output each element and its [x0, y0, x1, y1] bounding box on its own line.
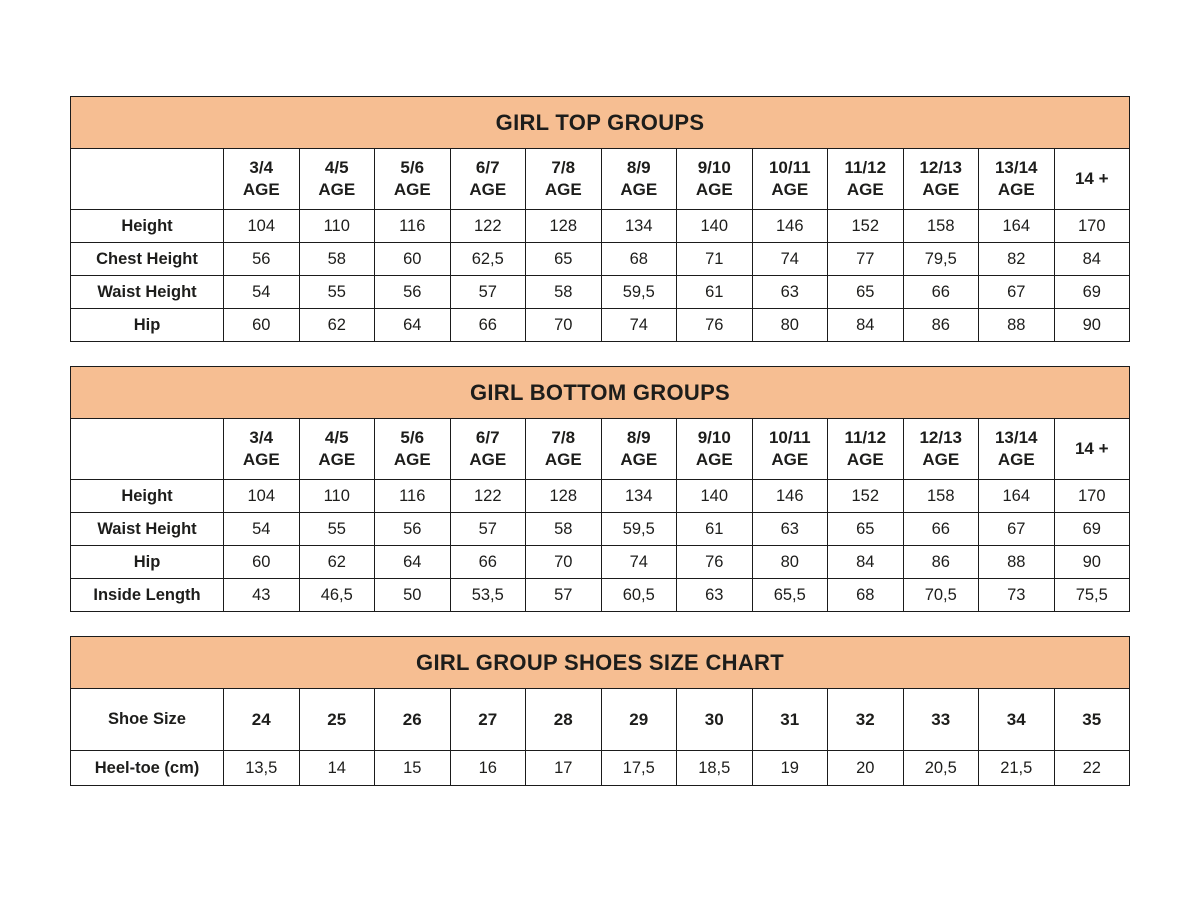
- age-header-line2: AGE: [318, 450, 356, 469]
- value-cell: 62: [299, 309, 375, 342]
- value-cell: 58: [299, 243, 375, 276]
- age-header-line2: AGE: [922, 450, 960, 469]
- value-cell: 146: [752, 210, 828, 243]
- value-cell: 116: [375, 480, 451, 513]
- age-header-line1: 14 +: [1074, 438, 1109, 458]
- age-header-cell: [903, 149, 979, 210]
- table-row: [71, 243, 1130, 276]
- title-band-row: [71, 637, 1130, 689]
- age-header-cell: [677, 149, 753, 210]
- age-header-line2: AGE: [242, 450, 280, 469]
- age-header-line1: 9/10: [697, 427, 731, 447]
- age-header-cell: [828, 149, 904, 210]
- row-label-cell: Inside Length: [71, 579, 224, 612]
- value-cell: 69: [1054, 276, 1130, 309]
- value-cell: 76: [677, 546, 753, 579]
- value-cell: 164: [979, 210, 1055, 243]
- table-row: [71, 513, 1130, 546]
- age-header-cell: [601, 149, 677, 210]
- value-cell: 110: [299, 480, 375, 513]
- table-row: [71, 579, 1130, 612]
- age-header-line2: AGE: [771, 450, 809, 469]
- value-cell: 34: [979, 689, 1055, 751]
- age-header-line2: AGE: [846, 180, 884, 199]
- value-cell: 65: [526, 243, 602, 276]
- value-cell: 74: [601, 546, 677, 579]
- age-header-cell: [299, 419, 375, 480]
- value-cell: 73: [979, 579, 1055, 612]
- age-header-line1: 10/11: [768, 157, 811, 177]
- age-header-line1: 11/12: [844, 427, 887, 447]
- value-cell: 74: [601, 309, 677, 342]
- row-label-cell: Hip: [71, 546, 224, 579]
- value-cell: 55: [299, 276, 375, 309]
- value-cell: 84: [828, 546, 904, 579]
- age-header-line1: 8/9: [626, 157, 651, 177]
- age-header-line2: AGE: [771, 180, 809, 199]
- value-cell: 67: [979, 513, 1055, 546]
- value-cell: 128: [526, 210, 602, 243]
- table-girl-top-groups: [70, 96, 1130, 342]
- table-row: [71, 546, 1130, 579]
- value-cell: 17: [526, 751, 602, 786]
- age-header-line1: 13/14: [994, 157, 1038, 177]
- value-cell: 31: [752, 689, 828, 751]
- age-header-row: [71, 419, 1130, 480]
- age-header-line1: 6/7: [475, 427, 500, 447]
- value-cell: 65: [828, 513, 904, 546]
- value-cell: 35: [1054, 689, 1130, 751]
- value-cell: 104: [224, 210, 300, 243]
- value-cell: 66: [903, 276, 979, 309]
- value-cell: 60: [224, 309, 300, 342]
- value-cell: 19: [752, 751, 828, 786]
- value-cell: 60: [224, 546, 300, 579]
- value-cell: 24: [224, 689, 300, 751]
- value-cell: 68: [601, 243, 677, 276]
- value-cell: 70,5: [903, 579, 979, 612]
- size-table-grid: [70, 636, 1130, 786]
- table-row: [71, 276, 1130, 309]
- age-header-line1: 10/11: [768, 427, 811, 447]
- value-cell: 61: [677, 276, 753, 309]
- row-label-cell: Hip: [71, 309, 224, 342]
- row-label-cell: Height: [71, 210, 224, 243]
- value-cell: 152: [828, 480, 904, 513]
- value-cell: 75,5: [1054, 579, 1130, 612]
- value-cell: 14: [299, 751, 375, 786]
- value-cell: 82: [979, 243, 1055, 276]
- age-header-line1: 11/12: [844, 157, 887, 177]
- age-header-line1: 9/10: [697, 157, 731, 177]
- title-band-row: [71, 367, 1130, 419]
- value-cell: 33: [903, 689, 979, 751]
- age-header-line1: 7/8: [551, 427, 576, 447]
- value-cell: 66: [903, 513, 979, 546]
- value-cell: 134: [601, 210, 677, 243]
- table-title: GIRL GROUP SHOES SIZE CHART: [71, 637, 1130, 689]
- age-header-cell: [752, 419, 828, 480]
- value-cell: 68: [828, 579, 904, 612]
- value-cell: 152: [828, 210, 904, 243]
- age-header-cell: [677, 419, 753, 480]
- value-cell: 158: [903, 210, 979, 243]
- age-header-cell: [224, 419, 300, 480]
- age-header-cell: [828, 419, 904, 480]
- value-cell: 29: [601, 689, 677, 751]
- value-cell: 104: [224, 480, 300, 513]
- value-cell: 66: [450, 546, 526, 579]
- age-header-line2: AGE: [393, 450, 431, 469]
- value-cell: 86: [903, 309, 979, 342]
- value-cell: 86: [903, 546, 979, 579]
- value-cell: 22: [1054, 751, 1130, 786]
- value-cell: 46,5: [299, 579, 375, 612]
- age-header-cell: [450, 419, 526, 480]
- value-cell: 65,5: [752, 579, 828, 612]
- value-cell: 56: [224, 243, 300, 276]
- value-cell: 84: [1054, 243, 1130, 276]
- age-header-line1: 12/13: [919, 157, 963, 177]
- value-cell: 170: [1054, 210, 1130, 243]
- age-header-cell: [450, 149, 526, 210]
- age-header-line2: AGE: [393, 180, 431, 199]
- value-cell: 60,5: [601, 579, 677, 612]
- age-header-line2: AGE: [620, 450, 658, 469]
- value-cell: 140: [677, 210, 753, 243]
- value-cell: 69: [1054, 513, 1130, 546]
- value-cell: 88: [979, 546, 1055, 579]
- value-cell: 21,5: [979, 751, 1055, 786]
- value-cell: 60: [375, 243, 451, 276]
- age-header-cell: [224, 149, 300, 210]
- value-cell: 27: [450, 689, 526, 751]
- age-header-line2: AGE: [469, 180, 507, 199]
- age-header-line2: AGE: [544, 450, 582, 469]
- corner-cell: [71, 149, 224, 210]
- value-cell: 63: [677, 579, 753, 612]
- value-cell: 90: [1054, 309, 1130, 342]
- value-cell: 84: [828, 309, 904, 342]
- value-cell: 53,5: [450, 579, 526, 612]
- age-header-line2: AGE: [997, 450, 1035, 469]
- value-cell: 79,5: [903, 243, 979, 276]
- age-header-cell: [979, 419, 1055, 480]
- row-label-cell: Waist Height: [71, 513, 224, 546]
- row-label-cell: Heel-toe (cm): [71, 751, 224, 786]
- size-table-grid: [70, 96, 1130, 342]
- age-header-row: [71, 149, 1130, 210]
- age-header-line1: 12/13: [919, 427, 963, 447]
- value-cell: 66: [450, 309, 526, 342]
- table-girl-bottom-groups: [70, 366, 1130, 612]
- age-header-line2: AGE: [695, 180, 733, 199]
- age-header-line1: 3/4: [249, 157, 274, 177]
- value-cell: 20: [828, 751, 904, 786]
- age-header-line1: 5/6: [400, 427, 425, 447]
- value-cell: 62: [299, 546, 375, 579]
- age-header-line2: AGE: [922, 180, 960, 199]
- value-cell: 164: [979, 480, 1055, 513]
- value-cell: 146: [752, 480, 828, 513]
- value-cell: 110: [299, 210, 375, 243]
- table-row: [71, 480, 1130, 513]
- age-header-line2: AGE: [242, 180, 280, 199]
- value-cell: 54: [224, 276, 300, 309]
- value-cell: 88: [979, 309, 1055, 342]
- value-cell: 140: [677, 480, 753, 513]
- value-cell: 30: [677, 689, 753, 751]
- table-girl-shoes-size-chart: [70, 636, 1130, 786]
- age-header-line1: 4/5: [324, 157, 349, 177]
- value-cell: 43: [224, 579, 300, 612]
- value-cell: 56: [375, 513, 451, 546]
- age-header-line2: AGE: [846, 450, 884, 469]
- value-cell: 59,5: [601, 276, 677, 309]
- value-cell: 63: [752, 276, 828, 309]
- value-cell: 76: [677, 309, 753, 342]
- age-header-line1: 6/7: [475, 157, 500, 177]
- age-header-cell: [375, 149, 451, 210]
- value-cell: 15: [375, 751, 451, 786]
- value-cell: 55: [299, 513, 375, 546]
- age-header-cell: [526, 419, 602, 480]
- value-cell: 50: [375, 579, 451, 612]
- value-cell: 25: [299, 689, 375, 751]
- value-cell: 64: [375, 546, 451, 579]
- corner-cell: [71, 419, 224, 480]
- size-table-grid: [70, 366, 1130, 612]
- age-header-line1: 14 +: [1074, 168, 1109, 188]
- value-cell: 58: [526, 513, 602, 546]
- table-title: GIRL TOP GROUPS: [71, 97, 1130, 149]
- age-header-cell: [903, 419, 979, 480]
- value-cell: 70: [526, 309, 602, 342]
- value-cell: 122: [450, 210, 526, 243]
- age-header-line1: 7/8: [551, 157, 576, 177]
- age-header-line2: AGE: [318, 180, 356, 199]
- table-row: [71, 210, 1130, 243]
- value-cell: 116: [375, 210, 451, 243]
- age-header-line1: 5/6: [400, 157, 425, 177]
- age-header-line1: 4/5: [324, 427, 349, 447]
- age-header-line1: 3/4: [249, 427, 274, 447]
- value-cell: 32: [828, 689, 904, 751]
- value-cell: 59,5: [601, 513, 677, 546]
- value-cell: 90: [1054, 546, 1130, 579]
- value-cell: 80: [752, 546, 828, 579]
- row-label-cell: Height: [71, 480, 224, 513]
- row-label-cell: Waist Height: [71, 276, 224, 309]
- age-header-cell: [375, 419, 451, 480]
- value-cell: 17,5: [601, 751, 677, 786]
- value-cell: 74: [752, 243, 828, 276]
- title-band-row: [71, 97, 1130, 149]
- value-cell: 63: [752, 513, 828, 546]
- value-cell: 20,5: [903, 751, 979, 786]
- age-header-cell: [752, 149, 828, 210]
- value-cell: 58: [526, 276, 602, 309]
- age-header-line1: 13/14: [994, 427, 1038, 447]
- table-row: [71, 751, 1130, 786]
- value-cell: 71: [677, 243, 753, 276]
- table-row: [71, 309, 1130, 342]
- value-cell: 77: [828, 243, 904, 276]
- age-header-line1: 8/9: [626, 427, 651, 447]
- table-title: GIRL BOTTOM GROUPS: [71, 367, 1130, 419]
- age-header-line2: AGE: [620, 180, 658, 199]
- value-cell: 28: [526, 689, 602, 751]
- value-cell: 170: [1054, 480, 1130, 513]
- value-cell: 26: [375, 689, 451, 751]
- value-cell: 57: [450, 276, 526, 309]
- value-cell: 16: [450, 751, 526, 786]
- value-cell: 54: [224, 513, 300, 546]
- value-cell: 70: [526, 546, 602, 579]
- value-cell: 61: [677, 513, 753, 546]
- age-header-cell: [1054, 419, 1130, 480]
- value-cell: 64: [375, 309, 451, 342]
- age-header-line2: AGE: [997, 180, 1035, 199]
- value-cell: 67: [979, 276, 1055, 309]
- value-cell: 65: [828, 276, 904, 309]
- value-cell: 57: [526, 579, 602, 612]
- age-header-cell: [1054, 149, 1130, 210]
- value-cell: 80: [752, 309, 828, 342]
- value-cell: 56: [375, 276, 451, 309]
- value-cell: 57: [450, 513, 526, 546]
- age-header-line2: AGE: [544, 180, 582, 199]
- age-header-cell: [601, 419, 677, 480]
- age-header-line2: AGE: [469, 450, 507, 469]
- row-label-cell: Shoe Size: [71, 689, 224, 751]
- value-cell: 158: [903, 480, 979, 513]
- value-cell: 13,5: [224, 751, 300, 786]
- row-label-cell: Chest Height: [71, 243, 224, 276]
- value-cell: 128: [526, 480, 602, 513]
- age-header-line2: AGE: [695, 450, 733, 469]
- value-cell: 134: [601, 480, 677, 513]
- value-cell: 122: [450, 480, 526, 513]
- age-header-cell: [526, 149, 602, 210]
- table-row: [71, 689, 1130, 751]
- age-header-cell: [299, 149, 375, 210]
- age-header-cell: [979, 149, 1055, 210]
- value-cell: 62,5: [450, 243, 526, 276]
- value-cell: 18,5: [677, 751, 753, 786]
